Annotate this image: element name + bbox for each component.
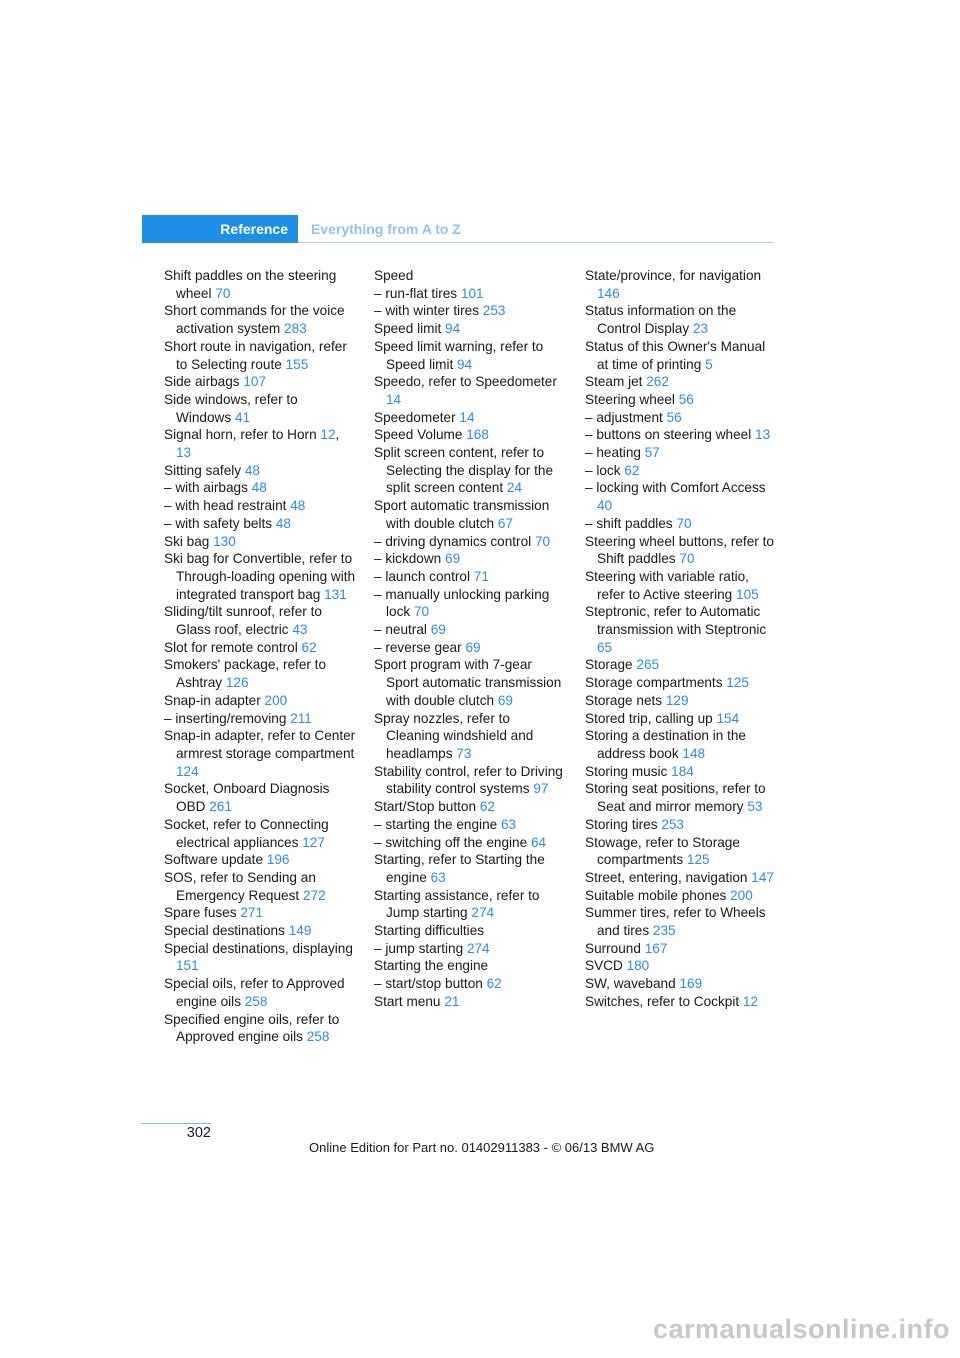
entry-text: Status information on the Control Display: [585, 303, 737, 337]
index-entry: [585, 391, 777, 409]
index-entry: [585, 568, 777, 603]
index-entry: [164, 904, 356, 922]
index-entry: [585, 479, 777, 514]
entry-text: Split screen content, refer to Selecting the display for the split screen content: [374, 445, 554, 496]
page-link[interactable]: 57: [644, 445, 660, 461]
page-link[interactable]: 24: [506, 480, 523, 496]
entry-text: – with airbags: [164, 480, 248, 496]
index-entry: [585, 710, 777, 728]
page-link[interactable]: 261: [209, 799, 232, 815]
page-link[interactable]: 69: [430, 622, 446, 638]
page-link[interactable]: 253: [482, 303, 506, 319]
page-link[interactable]: 97: [533, 781, 549, 797]
index-entry: [164, 373, 356, 391]
entry-text: Speed limit: [374, 321, 442, 337]
page-link[interactable]: 13: [755, 427, 771, 443]
index-entry: [585, 444, 777, 462]
index-entry: [585, 302, 777, 337]
entry-text: Sport automatic transmission with double clutch: [374, 498, 550, 531]
index-entry: [585, 533, 777, 568]
page-link[interactable]: 5: [705, 356, 713, 372]
entry-text: Street, entering, navigation: [585, 869, 748, 885]
entry-text: Suitable mobile phones: [585, 887, 727, 903]
page-link[interactable]: 125: [726, 675, 749, 691]
index-entry: [164, 338, 356, 373]
index-entry: [585, 692, 777, 710]
page-link[interactable]: 13: [176, 445, 192, 461]
index-entry: [164, 869, 356, 904]
entry-text: Software update: [164, 852, 263, 868]
page-link[interactable]: 14: [386, 391, 402, 407]
page-link[interactable]: 62: [479, 799, 495, 815]
index-entry: [585, 869, 777, 887]
index-entry: [164, 302, 356, 337]
index-entry: [585, 904, 777, 939]
entry-text: Socket, refer to Connecting electrical appliances: [164, 816, 329, 850]
page-link[interactable]: 62: [624, 462, 640, 478]
entry-text: Start/Stop button: [374, 799, 477, 815]
index-entry: [585, 993, 777, 1011]
entry-text: – lock: [585, 462, 621, 478]
page-link[interactable]: 69: [497, 692, 513, 708]
index-entry: [374, 710, 566, 763]
page-link[interactable]: 124: [176, 763, 199, 779]
entry-text: Storing a destination in the address book: [585, 728, 746, 761]
index-entry: [374, 940, 566, 958]
entry-text: Switches, refer to Cockpit: [585, 993, 740, 1009]
index-entry: [164, 1011, 356, 1046]
index-entry: [164, 780, 356, 815]
entry-text: – switching off the engine: [374, 834, 528, 850]
entry-text: Speedo, refer to Speedometer: [374, 374, 557, 390]
index-entry: [585, 603, 777, 656]
index-entry: [374, 834, 566, 852]
page-link[interactable]: 265: [636, 657, 660, 673]
entry-text: – manually unlocking parking lock: [374, 586, 550, 620]
entry-text: Special oils, refer to Approved engine oils: [164, 976, 345, 1009]
index-entry: [374, 285, 566, 303]
index-entry: [164, 710, 356, 728]
page-link[interactable]: 65: [597, 639, 613, 655]
page-link[interactable]: 125: [686, 852, 710, 868]
entry-text: Steering with variable ratio, refer to Active steering: [585, 568, 749, 602]
entry-text: – locking with Comfort Access: [585, 480, 766, 496]
page-link[interactable]: 272: [302, 887, 326, 903]
index-entry: [585, 674, 777, 692]
entry-text: Shift paddles on the steering wheel: [164, 268, 337, 301]
entry-text: Spray nozzles, refer to Cleaning windshield and headlamps: [374, 710, 534, 761]
entry-text: Steering wheel buttons, refer to Shift paddles: [585, 533, 774, 567]
entry-text: Specified engine oils, refer to Approved engine oils: [164, 1011, 340, 1045]
page-link[interactable]: 70: [676, 515, 692, 531]
page-link[interactable]: 211: [290, 710, 312, 726]
entry-text: Storage: [585, 657, 633, 673]
index-entry: [164, 940, 356, 975]
page-link[interactable]: 274: [471, 905, 495, 921]
index-entry: [585, 975, 777, 993]
page-link[interactable]: 48: [275, 515, 291, 531]
page-link[interactable]: 62: [486, 976, 502, 992]
index-entry: [164, 515, 356, 533]
entry-text: Stability control, refer to Driving stability control systems: [374, 763, 563, 797]
page-link[interactable]: 262: [646, 374, 669, 390]
index-column-2: [374, 267, 566, 1011]
watermark: carmanualsonline.info: [652, 1314, 950, 1344]
index-entry: [585, 338, 777, 373]
index-entry: [374, 639, 566, 657]
page-link[interactable]: 167: [644, 940, 668, 956]
page-link[interactable]: 73: [456, 745, 472, 761]
entry-text: Storage nets: [585, 692, 663, 708]
page-link[interactable]: 131: [324, 586, 347, 602]
page-link[interactable]: 146: [597, 285, 620, 301]
index-entry: [164, 656, 356, 691]
page-link[interactable]: 155: [285, 356, 309, 372]
index-entry: [164, 533, 356, 551]
index-entry: [374, 444, 566, 497]
entry-text: Ski bag for Convertible, refer to Through-loading opening with integrated transport bag: [164, 551, 356, 602]
page-link[interactable]: 43: [292, 622, 308, 638]
index-entry: [374, 338, 566, 373]
entry-text: Spare fuses: [164, 905, 237, 921]
page-link[interactable]: 14: [459, 409, 475, 425]
entry-text: Speed limit warning, refer to Speed limit: [374, 338, 544, 372]
page-link[interactable]: 271: [240, 905, 264, 921]
index-entry: [164, 851, 356, 869]
page-link[interactable]: 130: [213, 533, 236, 549]
entry-text: Speed Volume: [374, 427, 463, 443]
entry-text: Start menu: [374, 993, 441, 1009]
index-entry: [374, 763, 566, 798]
entry-text: – starting the engine: [374, 816, 498, 832]
entry-text: Stowage, refer to Storage compartments: [585, 834, 740, 868]
entry-text: SOS, refer to Sending an Emergency Request: [164, 869, 316, 903]
entry-text: Sport program with 7-gear Sport automatic transmission with double clutch: [374, 657, 562, 708]
index-column-3: [585, 267, 777, 1011]
entry-text: Storing music: [585, 763, 668, 779]
page-link[interactable]: 56: [666, 409, 682, 425]
section-title: Everything from A to Z: [311, 221, 461, 237]
page-link[interactable]: 63: [430, 869, 446, 885]
entry-text: Steam jet: [585, 374, 643, 390]
edition-note: Online Edition for Part no. 01402911383 - © 06/13 BMW AG: [309, 1140, 655, 1155]
entry-text: – neutral: [374, 622, 427, 638]
page-link[interactable]: 196: [266, 852, 290, 868]
page-link[interactable]: 70: [413, 604, 430, 620]
entry-text: Short commands for the voice activation system: [164, 303, 345, 337]
page-link[interactable]: 70: [679, 551, 695, 567]
index-entry: [164, 391, 356, 426]
entry-text: State/province, for navigation: [585, 268, 762, 283]
entry-text: Smokers' package, refer to Ashtray: [164, 657, 327, 691]
page-link[interactable]: 94: [445, 321, 461, 337]
entry-text: – heating: [585, 445, 641, 461]
index-entry: [585, 940, 777, 958]
index-entry: [164, 922, 356, 940]
page-link[interactable]: 71: [473, 568, 489, 584]
entry-text: Status of this Owner's Manual at time of printing: [585, 338, 766, 372]
index-entry: [164, 462, 356, 480]
page-link[interactable]: 129: [665, 692, 689, 708]
entry-text: Surround: [585, 940, 641, 956]
entry-text: – inserting/removing: [164, 710, 287, 726]
index-entry: [374, 497, 566, 532]
page-link[interactable]: 107: [243, 374, 267, 390]
index-entry: [374, 426, 566, 444]
entry-text: Ski bag: [164, 533, 210, 549]
page-link[interactable]: 64: [530, 834, 547, 850]
entry-text: Short route in navigation, refer to Selecting route: [164, 338, 347, 372]
index-entry: [585, 763, 777, 781]
page-link[interactable]: 258: [244, 993, 268, 1009]
index-entry: [374, 798, 566, 816]
index-entry: [164, 603, 356, 638]
page-link[interactable]: 12: [742, 993, 759, 1009]
page-link[interactable]: 274: [466, 940, 490, 956]
index-entry: [164, 816, 356, 851]
page-link[interactable]: 23: [692, 321, 709, 337]
index-entry: [374, 373, 566, 408]
entry-text: Starting, refer to Starting the engine: [374, 852, 545, 885]
page-link[interactable]: 180: [626, 958, 650, 974]
index-entry: [374, 533, 566, 551]
page-link[interactable]: 67: [497, 515, 513, 531]
entry-text: Special destinations, displaying: [164, 940, 353, 956]
entry-text: – with winter tires: [374, 303, 480, 319]
entry-text: Sitting safely: [164, 462, 242, 478]
index-entry: [585, 409, 777, 427]
index-entry: [585, 780, 777, 815]
entry-text: Speedometer: [374, 409, 456, 425]
page-link[interactable]: 40: [597, 498, 613, 514]
page-link[interactable]: 48: [244, 462, 260, 478]
entry-text: – buttons on steering wheel: [585, 427, 752, 443]
entry-text: – reverse gear: [374, 639, 462, 655]
page-link[interactable]: 105: [736, 586, 759, 602]
page-link[interactable]: 53: [747, 799, 763, 815]
page-link[interactable]: 62: [301, 639, 317, 655]
page-header: [142, 215, 773, 243]
page-link[interactable]: 69: [445, 551, 461, 567]
index-entry: [374, 550, 566, 568]
page-link[interactable]: 147: [751, 869, 774, 885]
page-link[interactable]: 21: [444, 993, 460, 1009]
entry-text: Sliding/tilt sunroof, refer to Glass roof, electric: [164, 604, 322, 638]
page-link[interactable]: 184: [671, 763, 694, 779]
page-link[interactable]: 235: [652, 923, 676, 939]
entry-text: Storing seat positions, refer to Seat and mirror memory: [585, 781, 766, 815]
entry-text: Speed: [374, 268, 414, 283]
page-link[interactable]: 258: [306, 1029, 330, 1045]
entry-text: Snap-in adapter, refer to Center armrest storage compartment: [164, 728, 356, 761]
index-entry: [164, 975, 356, 1010]
entry-text: Steering wheel: [585, 391, 675, 407]
index-entry: [585, 656, 777, 674]
entry-text: – jump starting: [374, 940, 464, 956]
entry-text: SW, waveband: [585, 976, 676, 992]
entry-text: – start/stop button: [374, 976, 483, 992]
index-entry: [374, 975, 566, 993]
entry-text: Special destinations: [164, 923, 285, 939]
index-entry: [374, 993, 566, 1011]
index-entry: [374, 586, 566, 621]
index-entry: [585, 373, 777, 391]
index-entry: [585, 834, 777, 869]
entry-text: – driving dynamics control: [374, 533, 532, 549]
index-entry: [164, 692, 356, 710]
index-entry: [585, 816, 777, 834]
index-entry: [164, 727, 356, 780]
entry-text: Signal horn, refer to Horn: [164, 427, 317, 443]
chapter-tab[interactable]: Reference: [142, 215, 298, 243]
index-entry: [585, 515, 777, 533]
entry-text: Starting assistance, refer to Jump starting: [374, 887, 540, 921]
entry-text: Socket, Onboard Diagnosis OBD: [164, 781, 330, 815]
page-link[interactable]: 56: [678, 391, 694, 407]
index-entry: [374, 957, 566, 975]
entry-text: – adjustment: [585, 409, 663, 425]
page-link[interactable]: 283: [284, 321, 307, 337]
index-entry: [374, 851, 566, 886]
index-entry: [585, 462, 777, 480]
page-link[interactable]: 48: [251, 480, 267, 496]
page-link[interactable]: 168: [466, 427, 489, 443]
index-entry: [585, 267, 777, 302]
entry-text: Storing tires: [585, 816, 658, 832]
index-entry: [164, 550, 356, 603]
index-entry: [374, 621, 566, 639]
page-link[interactable]: 94: [457, 356, 473, 372]
page-link[interactable]: 200: [264, 692, 288, 708]
index-entry: [585, 426, 777, 444]
entry-text: – run-flat tires: [374, 285, 458, 301]
entry-text: Slot for remote control: [164, 639, 298, 655]
index-entry: [164, 497, 356, 515]
page-link[interactable]: 149: [288, 923, 312, 939]
entry-text: – kickdown: [374, 551, 442, 567]
page-link[interactable]: 253: [661, 816, 684, 832]
index-entry: [585, 887, 777, 905]
entry-text: – with head restraint: [164, 498, 287, 514]
index-entry: [374, 887, 566, 922]
page-link[interactable]: 70: [534, 533, 551, 549]
index-entry: [374, 568, 566, 586]
page-link[interactable]: 69: [465, 639, 481, 655]
index-entry: [374, 816, 566, 834]
page-link[interactable]: 154: [716, 710, 740, 726]
index-entry: [164, 267, 356, 302]
entry-text: Side windows, refer to Windows: [164, 391, 298, 425]
index-entry: [585, 727, 777, 762]
index-column-1: [164, 267, 356, 1046]
entry-text: Steptronic, refer to Automatic transmission with Steptronic: [585, 604, 767, 638]
entry-text: Snap-in adapter: [164, 692, 261, 708]
index-entry: [164, 639, 356, 657]
index-entry: [374, 409, 566, 427]
page-link[interactable]: 200: [730, 887, 753, 903]
page-link[interactable]: 169: [679, 976, 703, 992]
index-entry: [374, 302, 566, 320]
entry-text: – with safety belts: [164, 515, 273, 531]
page-link[interactable]: 48: [290, 498, 306, 514]
index-entry: Signal horn, refer to Horn 12, 13: [164, 427, 340, 461]
page-link[interactable]: 126: [225, 675, 249, 691]
entry-text: – launch control: [374, 568, 470, 584]
page-link[interactable]: 148: [682, 745, 706, 761]
index-entry: [374, 320, 566, 338]
index-entry: [374, 267, 566, 285]
entry-text: Side airbags: [164, 374, 240, 390]
page-link[interactable]: 63: [500, 816, 517, 832]
page-link[interactable]: 101: [460, 285, 484, 301]
entry-text: Starting difficulties: [374, 923, 485, 939]
index-entry: [585, 957, 777, 975]
index-entry: [374, 656, 566, 709]
page-link[interactable]: 151: [176, 958, 199, 974]
page-number: 302: [186, 1125, 211, 1141]
entry-text: SVCD: [585, 958, 623, 974]
footer-rule: [141, 1123, 211, 1124]
page-link[interactable]: 70: [215, 285, 231, 301]
page-link[interactable]: 41: [234, 409, 251, 425]
page-link[interactable]: 127: [302, 834, 325, 850]
entry-text: Summer tires, refer to Wheels and tires: [585, 905, 766, 939]
page-link[interactable]: 12: [320, 427, 336, 443]
entry-text: – shift paddles: [585, 515, 673, 531]
entry-text: Starting the engine: [374, 958, 489, 974]
entry-text: Stored trip, calling up: [585, 710, 713, 726]
index-entry: [374, 922, 566, 940]
entry-text: Storage compartments: [585, 675, 723, 691]
index-entry: [164, 479, 356, 497]
